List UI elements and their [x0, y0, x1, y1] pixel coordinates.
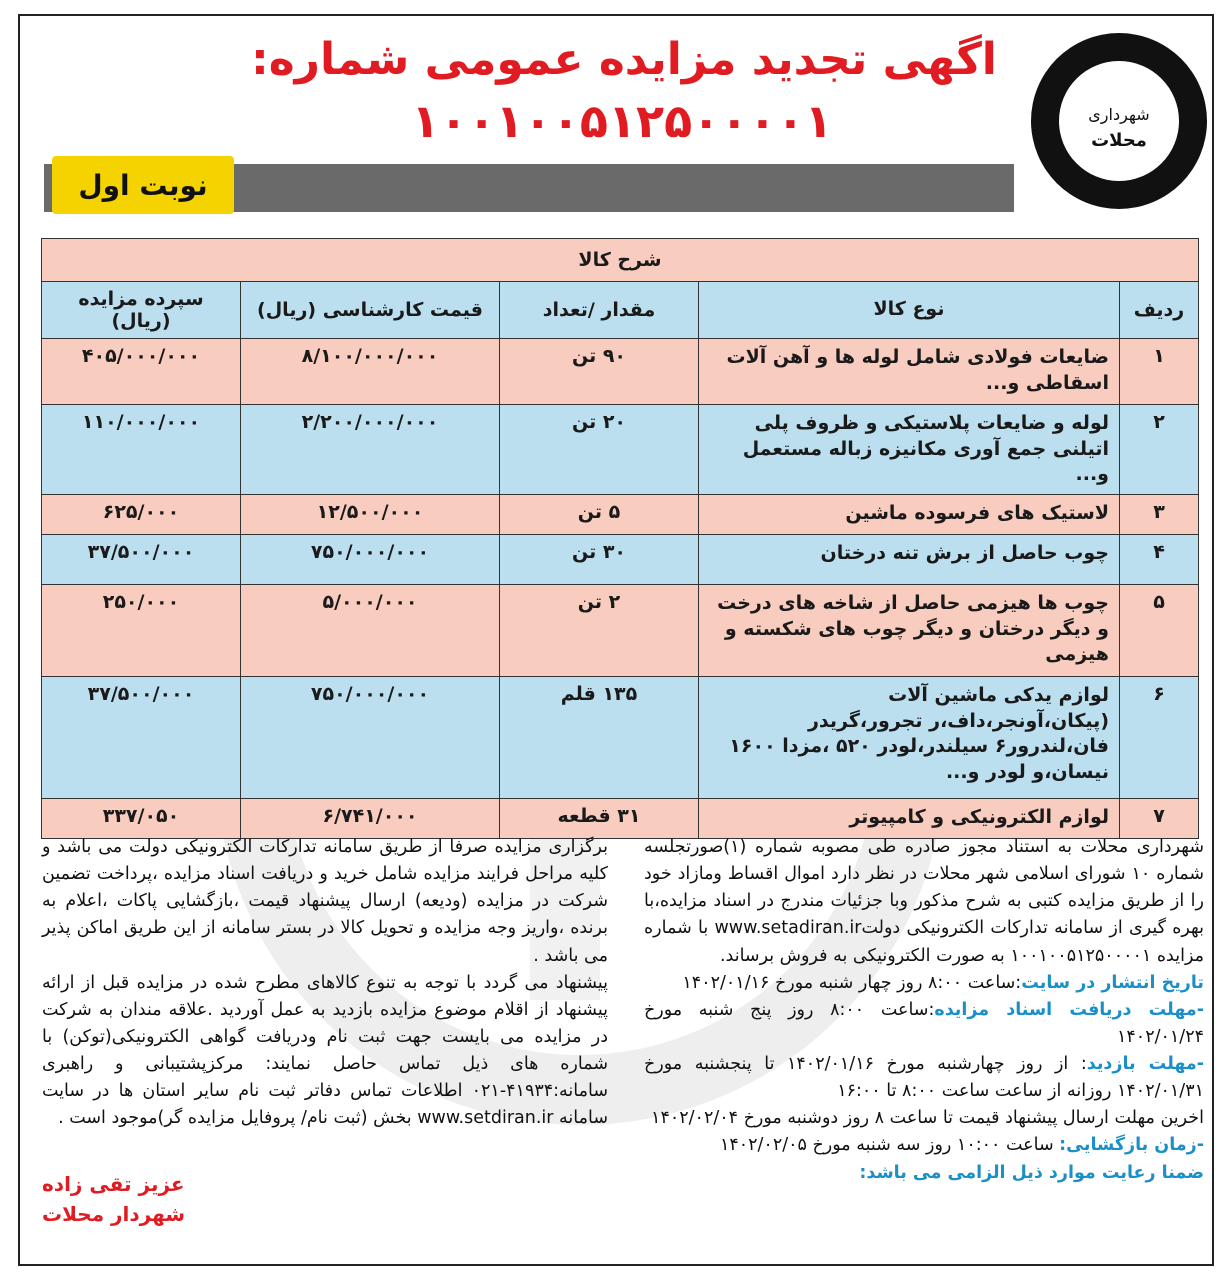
table-row: ۷ لوازم الکترونیکی و کامپیوتر ۳۱ قطعه ۶/۷۴۱/۰۰۰ ۳۳۷/۰۵۰ — [42, 798, 1199, 838]
signer-title: شهردار محلات — [42, 1202, 185, 1226]
header-row-no: ردیف — [1120, 282, 1199, 339]
table-row: ۱ ضایعات فولادی شامل لوله ها و آهن آلات اسقاطی و... ۹۰ تن ۸/۱۰۰/۰۰۰/۰۰۰ ۴۰۵/۰۰۰/۰۰۰ — [42, 339, 1199, 405]
table-caption: شرح کالا — [42, 239, 1199, 282]
opening-time: -زمان بازگشایی: ساعت ۱۰:۰۰ روز سه شنبه مورخ ۱۴۰۲/۰۲/۰۵ — [719, 1135, 1204, 1156]
header-quantity: مقدار /تعداد — [500, 282, 699, 339]
round-label: نوبت اول — [52, 156, 234, 214]
items-table — [41, 238, 1199, 839]
municipality-logo — [1026, 28, 1212, 214]
table-row: ۴ چوب حاصل از برش تنه درختان ۳۰ تن ۷۵۰/۰۰۰/۰۰۰ ۳۷/۵۰۰/۰۰۰ — [42, 534, 1199, 584]
header-item: نوع کالا — [699, 282, 1120, 339]
requirements-note: ضمنا رعایت موارد ذیل الزامی می باشد: — [859, 1162, 1204, 1183]
docs-deadline: -مهلت دریافت اسناد مزایده:ساعت ۸:۰۰ روز پنج شنبه مورخ ۱۴۰۲/۰۱/۲۴ — [644, 999, 1204, 1047]
visit-period: -مهلت بازدید: از روز چهارشنبه مورخ ۱۴۰۲/۰۱/۱۶ تا پنجشنبه مورخ ۱۴۰۲/۰۱/۳۱ روزانه از ساعت ساعت ۸:۰۰ تا ۱۶:۰۰ — [644, 1054, 1204, 1102]
svg-text:محلات: محلات — [1091, 130, 1147, 151]
left-text-column — [42, 834, 608, 1132]
table-row: ۳ لاستیک های فرسوده ماشین ۵ تن ۱۲/۵۰۰/۰۰۰ ۶۲۵/۰۰۰ — [42, 494, 1199, 534]
table-row: ۲ لوله و ضایعات پلاستیکی و ظروف پلی اتیلنی جمع آوری مکانیزه زباله مستعمل و... ۲۰ تن ۲/۲۰۰/۰۰۰/۰۰۰ ۱۱۰/۰۰۰/۰۰۰ — [42, 405, 1199, 495]
header-expert-price: قیمت کارشناسی (ریال) — [241, 282, 500, 339]
table-row: ۵ چوب ها هیزمی حاصل از شاخه های درخت و دیگر درختان و دیگر چوب های شکسته و هیزمی ۲ تن ۵/۰۰۰/۰۰۰ ۲۵۰/۰۰۰ — [42, 584, 1199, 676]
header-deposit: سپرده مزایده (ریال) — [42, 282, 241, 339]
intro-paragraph: شهرداری محلات به استناد مجوز صادره طی مصوبه شماره (۱)صورتجلسه شماره ۱۰ شورای اسلامی شهر محلات در نظر دارد اموال اقساط ومازاد خود را از طریق مزایده کتبی به شرح مذکور وبا جزئیات مندرج در اسناد مزایده،با بهره گیری از سامانه تدارکات الکترونیکی دولتwww.setadiran.ir با شماره مزایده ۱۰۰۱۰۰۵۱۲۵۰۰۰۰۱ به صورت الکترونیکی به فروش برساند. — [644, 837, 1205, 966]
registration-paragraph: پیشنهاد می گردد با توجه به تنوع کالاهای مطرح شده در مزایده قبل از ارائه پیشنهاد از اقلام موضوع مزایده بازدید به عمل آوردید .علاقه مندان به شرکت در مزایده می بایست جهت ثبت نام ودریافت گواهی الکترونیکی(توکن) با شماره های ذیل تماس حاصل نمایند: مرکزپشتیبانی و راهبری سامانه:۴۱۹۳۴-۰۲۱ اطلاعات تماس دفاتر ثبت نام سایر استان ها در سایت سامانه www.setdiran.ir بخش (ثبت نام/ پروفایل مزایده گر)موجود است . — [42, 972, 608, 1129]
notice-title: اگهی تجدید مزایده عمومی شماره: — [251, 34, 997, 85]
bid-deadline: اخرین مهلت ارسال پیشنهاد قیمت تا ساعت ۸ روز دوشنبه مورخ ۱۴۰۲/۰۲/۰۴ — [651, 1108, 1204, 1129]
publish-date: تاریخ انتشار در سایت:ساعت ۸:۰۰ روز چهار شنبه مورخ ۱۴۰۲/۰۱/۱۶ — [682, 972, 1204, 993]
signer-name: عزیز تقی زاده — [42, 1172, 185, 1196]
right-text-column — [644, 834, 1204, 1187]
process-paragraph: برگزاری مزایده صرفا از طریق سامانه تدارکات الکترونیکی دولت می باشد و کلیه مراحل فرایند مزایده شامل خرید و دریافت اسناد مزایده ،پرداخت تضمین شرکت در مزایده (ودیعه) ارسال پیشنهاد قیمت ،بازگشایی پاکات ،اعلام به برنده ،واریز وجه مزایده و تحویل کالا در بستر سامانه از این طریق اماکن پذیر می باشد . — [42, 837, 608, 966]
tender-number: ۱۰۰۱۰۰۵۱۲۵۰۰۰۰۱ — [411, 94, 833, 148]
svg-text:شهرداری: شهرداری — [1088, 105, 1150, 124]
table-row: ۶ لوازم یدکی ماشین آلات (پیکان،آونجر،داف،ر تجرور،گریدر فان،لندرور۶ سیلندر،لودر ۵۲۰ ،مزدا ۱۶۰۰ نیسان،و لودر و... ۱۳۵ قلم ۷۵۰/۰۰۰/۰۰۰ ۳۷/۵۰۰/۰۰۰ — [42, 676, 1199, 798]
